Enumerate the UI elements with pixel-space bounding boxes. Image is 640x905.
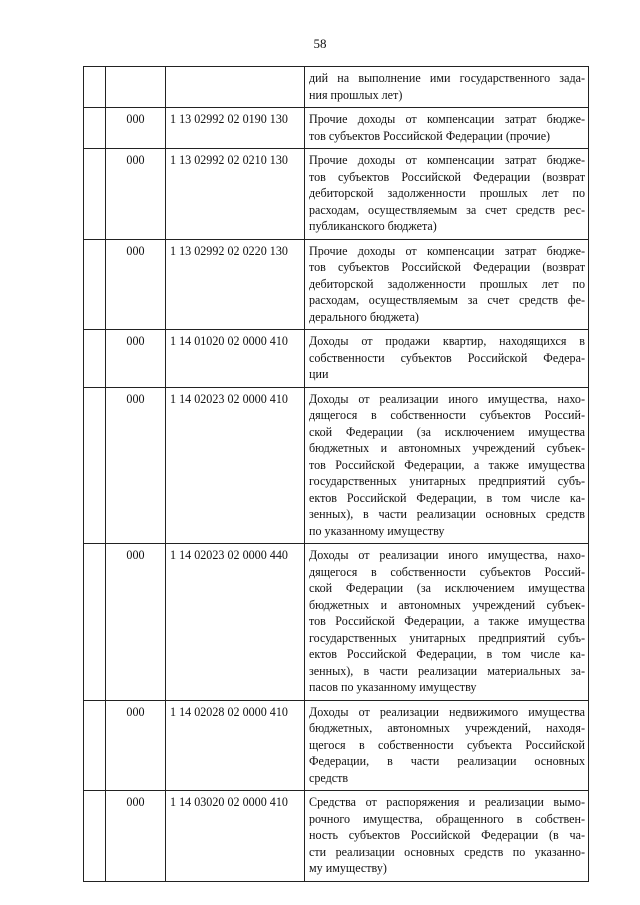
table-row [84, 330, 589, 388]
description-cell [305, 67, 589, 108]
description-line: Прочие доходы от компенсации затрат бюдже- [309, 153, 585, 167]
description-line: зенных), в части реализации основных средств [309, 507, 585, 521]
budget-classification-code: 1 13 02992 02 0190 130 [170, 112, 288, 126]
budget-code-cell [166, 387, 305, 544]
admin-code-cell [106, 239, 166, 330]
admin-code-cell [106, 700, 166, 791]
revenue-classification-table [83, 66, 589, 882]
budget-classification-code: 1 13 02992 02 0210 130 [170, 153, 288, 167]
admin-code: 000 [126, 334, 145, 348]
row-margin-cell [84, 700, 106, 791]
description-line: ектов Российской Федерации, в том числе ка- [309, 647, 585, 661]
revenue-description [305, 330, 588, 387]
page-number: 58 [313, 36, 327, 51]
description-cell [305, 700, 589, 791]
description-line: тов Российской Федерации, а также имущества [309, 614, 585, 628]
description-line: дий на выполнение ими государственного зада- [309, 71, 585, 85]
description-cell [305, 149, 589, 240]
description-line: по указанному имуществу [309, 523, 445, 538]
row-margin-cell [84, 67, 106, 108]
budget-classification-code: 1 14 01020 02 0000 410 [170, 334, 288, 348]
description-line: тов субъектов Российской Федерации (прочие) [309, 128, 551, 143]
admin-code-cell [106, 108, 166, 149]
description-line: бюджетных, автономных учреждений, находя- [309, 721, 585, 735]
budget-classification-code: 1 14 02023 02 0000 410 [170, 391, 288, 406]
description-line: Прочие доходы от компенсации затрат бюдже- [309, 112, 585, 126]
table-row [84, 700, 589, 791]
admin-code: 000 [126, 243, 145, 258]
description-line: рочного имущества, обращенного в собствен- [309, 811, 585, 826]
budget-code-cell [166, 149, 305, 240]
table-row [84, 108, 589, 149]
admin-code-cell [106, 387, 166, 544]
description-line: Прочие доходы от компенсации затрат бюдже- [309, 243, 585, 258]
budget-classification-code: 1 14 02028 02 0000 410 [170, 704, 288, 719]
description-line: ния прошлых лет) [309, 87, 403, 102]
description-line: Доходы от реализации иного имущества, нахо- [309, 391, 585, 406]
description-cell [305, 387, 589, 544]
description-line: Средства от распоряжения и реализации вымо- [309, 795, 585, 809]
admin-code: 000 [126, 704, 145, 719]
description-line: му имуществу) [309, 861, 387, 875]
description-line: Федерации, в части реализации основных [309, 754, 585, 768]
revenue-description [305, 67, 588, 107]
budget-code-cell [166, 544, 305, 701]
budget-classification-code [166, 67, 304, 74]
description-line: сти реализации основных средств по указанно- [309, 844, 585, 859]
description-cell [305, 330, 589, 388]
admin-code: 000 [126, 391, 145, 406]
description-line: средств [309, 770, 349, 785]
budget-code-cell [166, 330, 305, 388]
admin-code: 000 [126, 112, 145, 126]
description-line: ции [309, 367, 329, 381]
revenue-description [305, 240, 588, 330]
table-row [84, 239, 589, 330]
row-margin-cell [84, 149, 106, 240]
description-line: ской Федерации (за исключением имущества [309, 581, 585, 595]
revenue-description [305, 791, 588, 881]
description-line: расходам, осуществляемым за счет средств фе- [309, 293, 585, 307]
description-line: дерального бюджета) [309, 309, 419, 324]
description-cell [305, 791, 589, 882]
admin-code [106, 67, 165, 74]
description-line: расходам, осуществляемым за счет средств рес- [309, 202, 585, 217]
description-line: государственных унитарных предприятий субъ- [309, 630, 585, 645]
admin-code: 000 [126, 795, 145, 809]
description-line: щегося в собственности субъекта Российской [309, 737, 585, 752]
description-line: Доходы от реализации недвижимого имущества [309, 704, 585, 719]
admin-code: 000 [126, 548, 145, 562]
description-line: бюджетных и автономных учреждений субъек- [309, 597, 585, 612]
description-line: собственности субъектов Российской Федера- [309, 350, 585, 365]
description-line: государственных унитарных предприятий субъ- [309, 474, 585, 488]
row-margin-cell [84, 387, 106, 544]
description-line: ность субъектов Российской Федерации (в ча- [309, 828, 585, 842]
budget-code-cell [166, 108, 305, 149]
table-body [84, 67, 589, 882]
revenue-description [305, 149, 588, 239]
table-row [84, 544, 589, 701]
admin-code: 000 [126, 153, 145, 167]
description-line: пасов по указанному имуществу [309, 680, 477, 694]
table-row [84, 387, 589, 544]
description-line: тов субъектов Российской Федерации (возврат [309, 260, 585, 274]
description-line: дебиторской задолженности прошлых лет по [309, 276, 585, 291]
description-line: Доходы от реализации иного имущества, нахо- [309, 548, 585, 562]
admin-code-cell [106, 544, 166, 701]
row-margin-cell [84, 791, 106, 882]
revenue-description [305, 701, 588, 791]
description-line: Доходы от продажи квартир, находящихся в [309, 334, 585, 348]
table-row [84, 67, 589, 108]
budget-classification-code: 1 14 02023 02 0000 440 [170, 548, 288, 562]
admin-code-cell [106, 149, 166, 240]
table-row [84, 791, 589, 882]
description-line: дящегося в собственности субъектов Россий- [309, 564, 585, 579]
description-line: тов субъектов Российской Федерации (возврат [309, 169, 585, 184]
row-margin-cell [84, 544, 106, 701]
description-line: ской Федерации (за исключением имущества [309, 424, 585, 439]
revenue-description [305, 544, 588, 700]
description-line: дящегося в собственности субъектов Россий- [309, 408, 585, 422]
budget-code-cell [166, 791, 305, 882]
table-row [84, 149, 589, 240]
revenue-description [305, 108, 588, 148]
description-line: дебиторской задолженности прошлых лет по [309, 186, 585, 200]
description-cell [305, 108, 589, 149]
description-line: бюджетных и автономных учреждений субъек- [309, 441, 585, 455]
budget-classification-code: 1 13 02992 02 0220 130 [170, 243, 288, 258]
row-margin-cell [84, 108, 106, 149]
admin-code-cell [106, 330, 166, 388]
admin-code-cell [106, 67, 166, 108]
budget-classification-code: 1 14 03020 02 0000 410 [170, 795, 288, 809]
description-line: тов Российской Федерации, а также имущества [309, 457, 585, 472]
description-cell [305, 544, 589, 701]
description-line: ектов Российской Федерации, в том числе ка- [309, 490, 585, 505]
revenue-description [305, 388, 588, 544]
budget-code-cell [166, 700, 305, 791]
budget-code-cell [166, 239, 305, 330]
row-margin-cell [84, 239, 106, 330]
description-line: публиканского бюджета) [309, 219, 437, 233]
budget-code-cell [166, 67, 305, 108]
description-cell [305, 239, 589, 330]
row-margin-cell [84, 330, 106, 388]
description-line: зенных), в части реализации материальных за- [309, 663, 585, 678]
admin-code-cell [106, 791, 166, 882]
